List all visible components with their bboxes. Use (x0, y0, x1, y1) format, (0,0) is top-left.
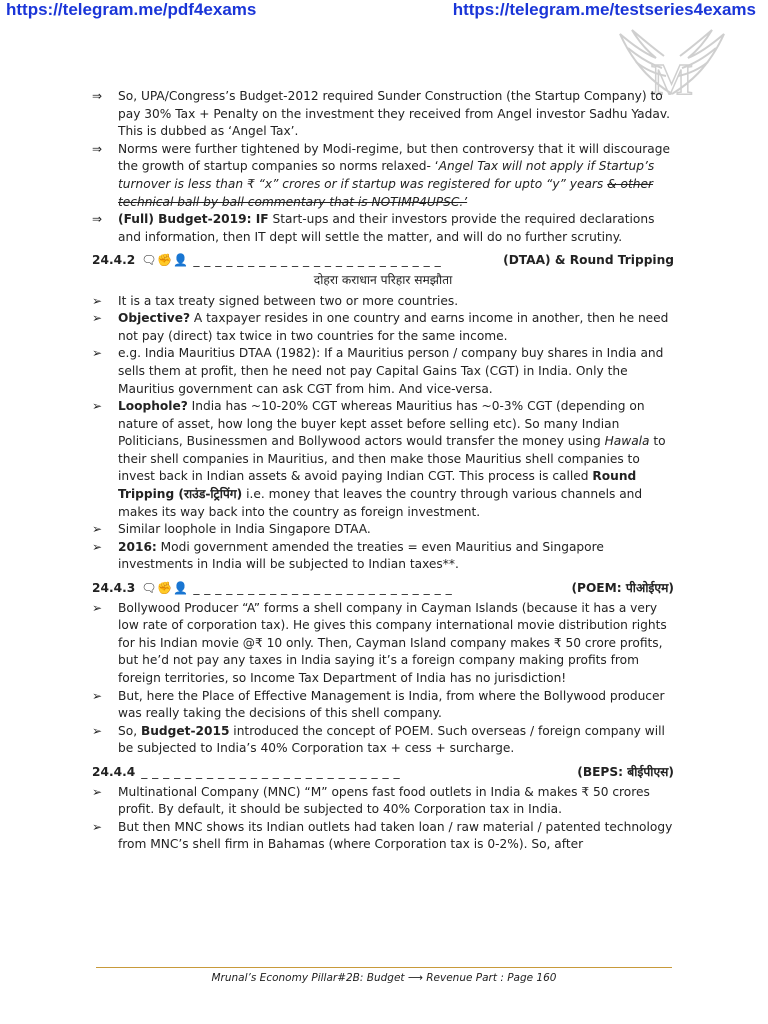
bullet-marker: ➢ (92, 399, 103, 414)
list-item: ➢ Objective? A taxpayer resides in one country and earns income in another, then he need not pay (direct) tax twice in two countries for the same income. (92, 311, 669, 343)
telegram-link-pdf4exams[interactable]: https://telegram.me/pdf4exams (6, 0, 257, 19)
list-item: ➢ Loophole? India has ~10-20% CGT whereas Mauritius has ~0-3% CGT (depending on nature of asset, how long the buyer kept asset before selling etc). So many Indian Politicians, Businessmen and Bollywood actors would transfer the money using Hawala to their shell companies in Mauritius, and then make those Mauritius shell companies to invest back in Indian assets & avoid paying Indian CGT. This process is called Round Tripping (राउंड-ट्रिपिंग) i.e. money that leaves the country through various channels and makes its way back into the country as foreign investment. (92, 399, 666, 519)
bullet-marker: ➢ (92, 723, 103, 738)
list-item: ➢ It is a tax treaty signed between two or more countries. (92, 293, 674, 311)
footer-divider (96, 967, 672, 968)
page-footer: Mrunal’s Economy Pillar#2B: Budget ⟶ Revenue Part : Page 160 (211, 972, 557, 984)
list-item: ⇒ So, UPA/Congress’s Budget-2012 required Sunder Construction (the Startup Company) to pay 30% Tax + Penalty on the investment they received from Angel investor Sadhu Yadav. This is dubbed as ‘Angel Tax’. (92, 89, 670, 139)
arrow-marker: ⇒ (92, 141, 103, 156)
section-heading-beps: 24.4.4 _ _ _ _ _ _ _ _ _ _ _ _ _ _ _ _ _ _ _ _ _ _ _ _ (BEPS: बीईपीएस) (92, 764, 674, 782)
bullet-marker: ➢ (92, 522, 103, 537)
list-item: ➢ But, here the Place of Effective Management is India, from where the Bollywood producer was really taking the decisions of this shell company. (92, 688, 665, 721)
arrow-marker: ⇒ (92, 89, 103, 103)
bullet-marker: ➢ (92, 819, 103, 834)
list-item: ➢ So, Budget-2015 introduced the concept of POEM. Such overseas / foreign company will be subjected to India’s 40% Corporation tax + cess + surcharge. (92, 723, 665, 756)
bullet-marker: ➢ (92, 784, 103, 799)
hindi-subtitle: दोहरा कराधान परिहार समझौता (313, 272, 453, 287)
section-title: (POEM: पीओईएम) (571, 581, 674, 596)
page-content (92, 88, 674, 854)
bullet-marker: ➢ (92, 293, 103, 308)
bullet-marker: ➢ (92, 539, 103, 554)
bullet-marker: ➢ (92, 311, 103, 326)
list-item: ➢ But then MNC shows its Indian outlets had taken loan / raw material / patented technology from MNC’s shell firm in Bahamas (where Corporation tax is 0-2%). So, after (92, 819, 673, 852)
section-icons: 🗨✊👤 (141, 581, 190, 596)
list-item: ➢ 2016: Modi government amended the treaties = even Mauritius and Singapore investments in India will be subjected to Indian taxes**. (92, 539, 604, 572)
section-heading-dtaa: 24.4.2 🗨✊👤 _ _ _ _ _ _ _ _ _ _ _ _ _ _ _ _ _ _ _ _ _ _ _ (DTAA) & Round Tripping (92, 252, 674, 270)
list-item: ➢ e.g. India Mauritius DTAA (1982): If a Mauritius person / company buy shares in India and sells them at profit, then he need not pay Capital Gains Tax (CGT) in India. Only the Mauritius government can ask CGT from him. And vice-versa. (92, 346, 664, 396)
bullet-marker: ➢ (92, 600, 103, 615)
section-heading-poem: 24.4.3 🗨✊👤 _ _ _ _ _ _ _ _ _ _ _ _ _ _ _ _ _ _ _ _ _ _ _ _ (POEM: पीओईएम) (92, 580, 674, 598)
list-item: ⇒ Norms were further tightened by Modi-regime, but then controversy that it will discourage the growth of startup companies so norms relaxed- ‘Angel Tax will not apply if Startup’s turnover is less than ₹ “x” crores or if startup was registered for upto “y” years & other technical ball by ball commentary that is NOTIMP4UPSC.’ (92, 141, 670, 209)
telegram-link-testseries4exams[interactable]: https://telegram.me/testseries4exams (452, 0, 756, 19)
list-item: ➢ Bollywood Producer “A” forms a shell company in Cayman Islands (because it has a very low rate of corporation tax). He gives this company international movie distribution rights for his Indian movie @₹ 10 only. Then, Cayman Island company makes ₹ 50 crore profits, but he’d not pay any taxes in India saying it’s a foreign company making profits from foreign territories, so Income Tax Department of India has no jurisdiction! (92, 600, 667, 685)
svg-text:M: M (651, 55, 693, 104)
list-item: ➢ Similar loophole in India Singapore DTAA. (92, 521, 674, 539)
arrow-marker: ⇒ (92, 212, 103, 227)
bullet-marker: ➢ (92, 346, 103, 361)
list-item: ➢ Multinational Company (MNC) “M” opens fast food outlets in India & makes ₹ 50 crores profit. By default, it should be subjected to 40% Corporation tax in India. (92, 784, 650, 817)
section-title: (BEPS: बीईपीएस) (577, 764, 674, 779)
bullet-marker: ➢ (92, 688, 103, 703)
section-title: (DTAA) & Round Tripping (503, 253, 674, 268)
list-item: ⇒ (Full) Budget-2019: IF Start-ups and their investors provide the required declarations and information, then IT dept will settle the matter, and will do no further scrutiny. (92, 212, 655, 244)
section-icons: 🗨✊👤 (141, 253, 190, 268)
